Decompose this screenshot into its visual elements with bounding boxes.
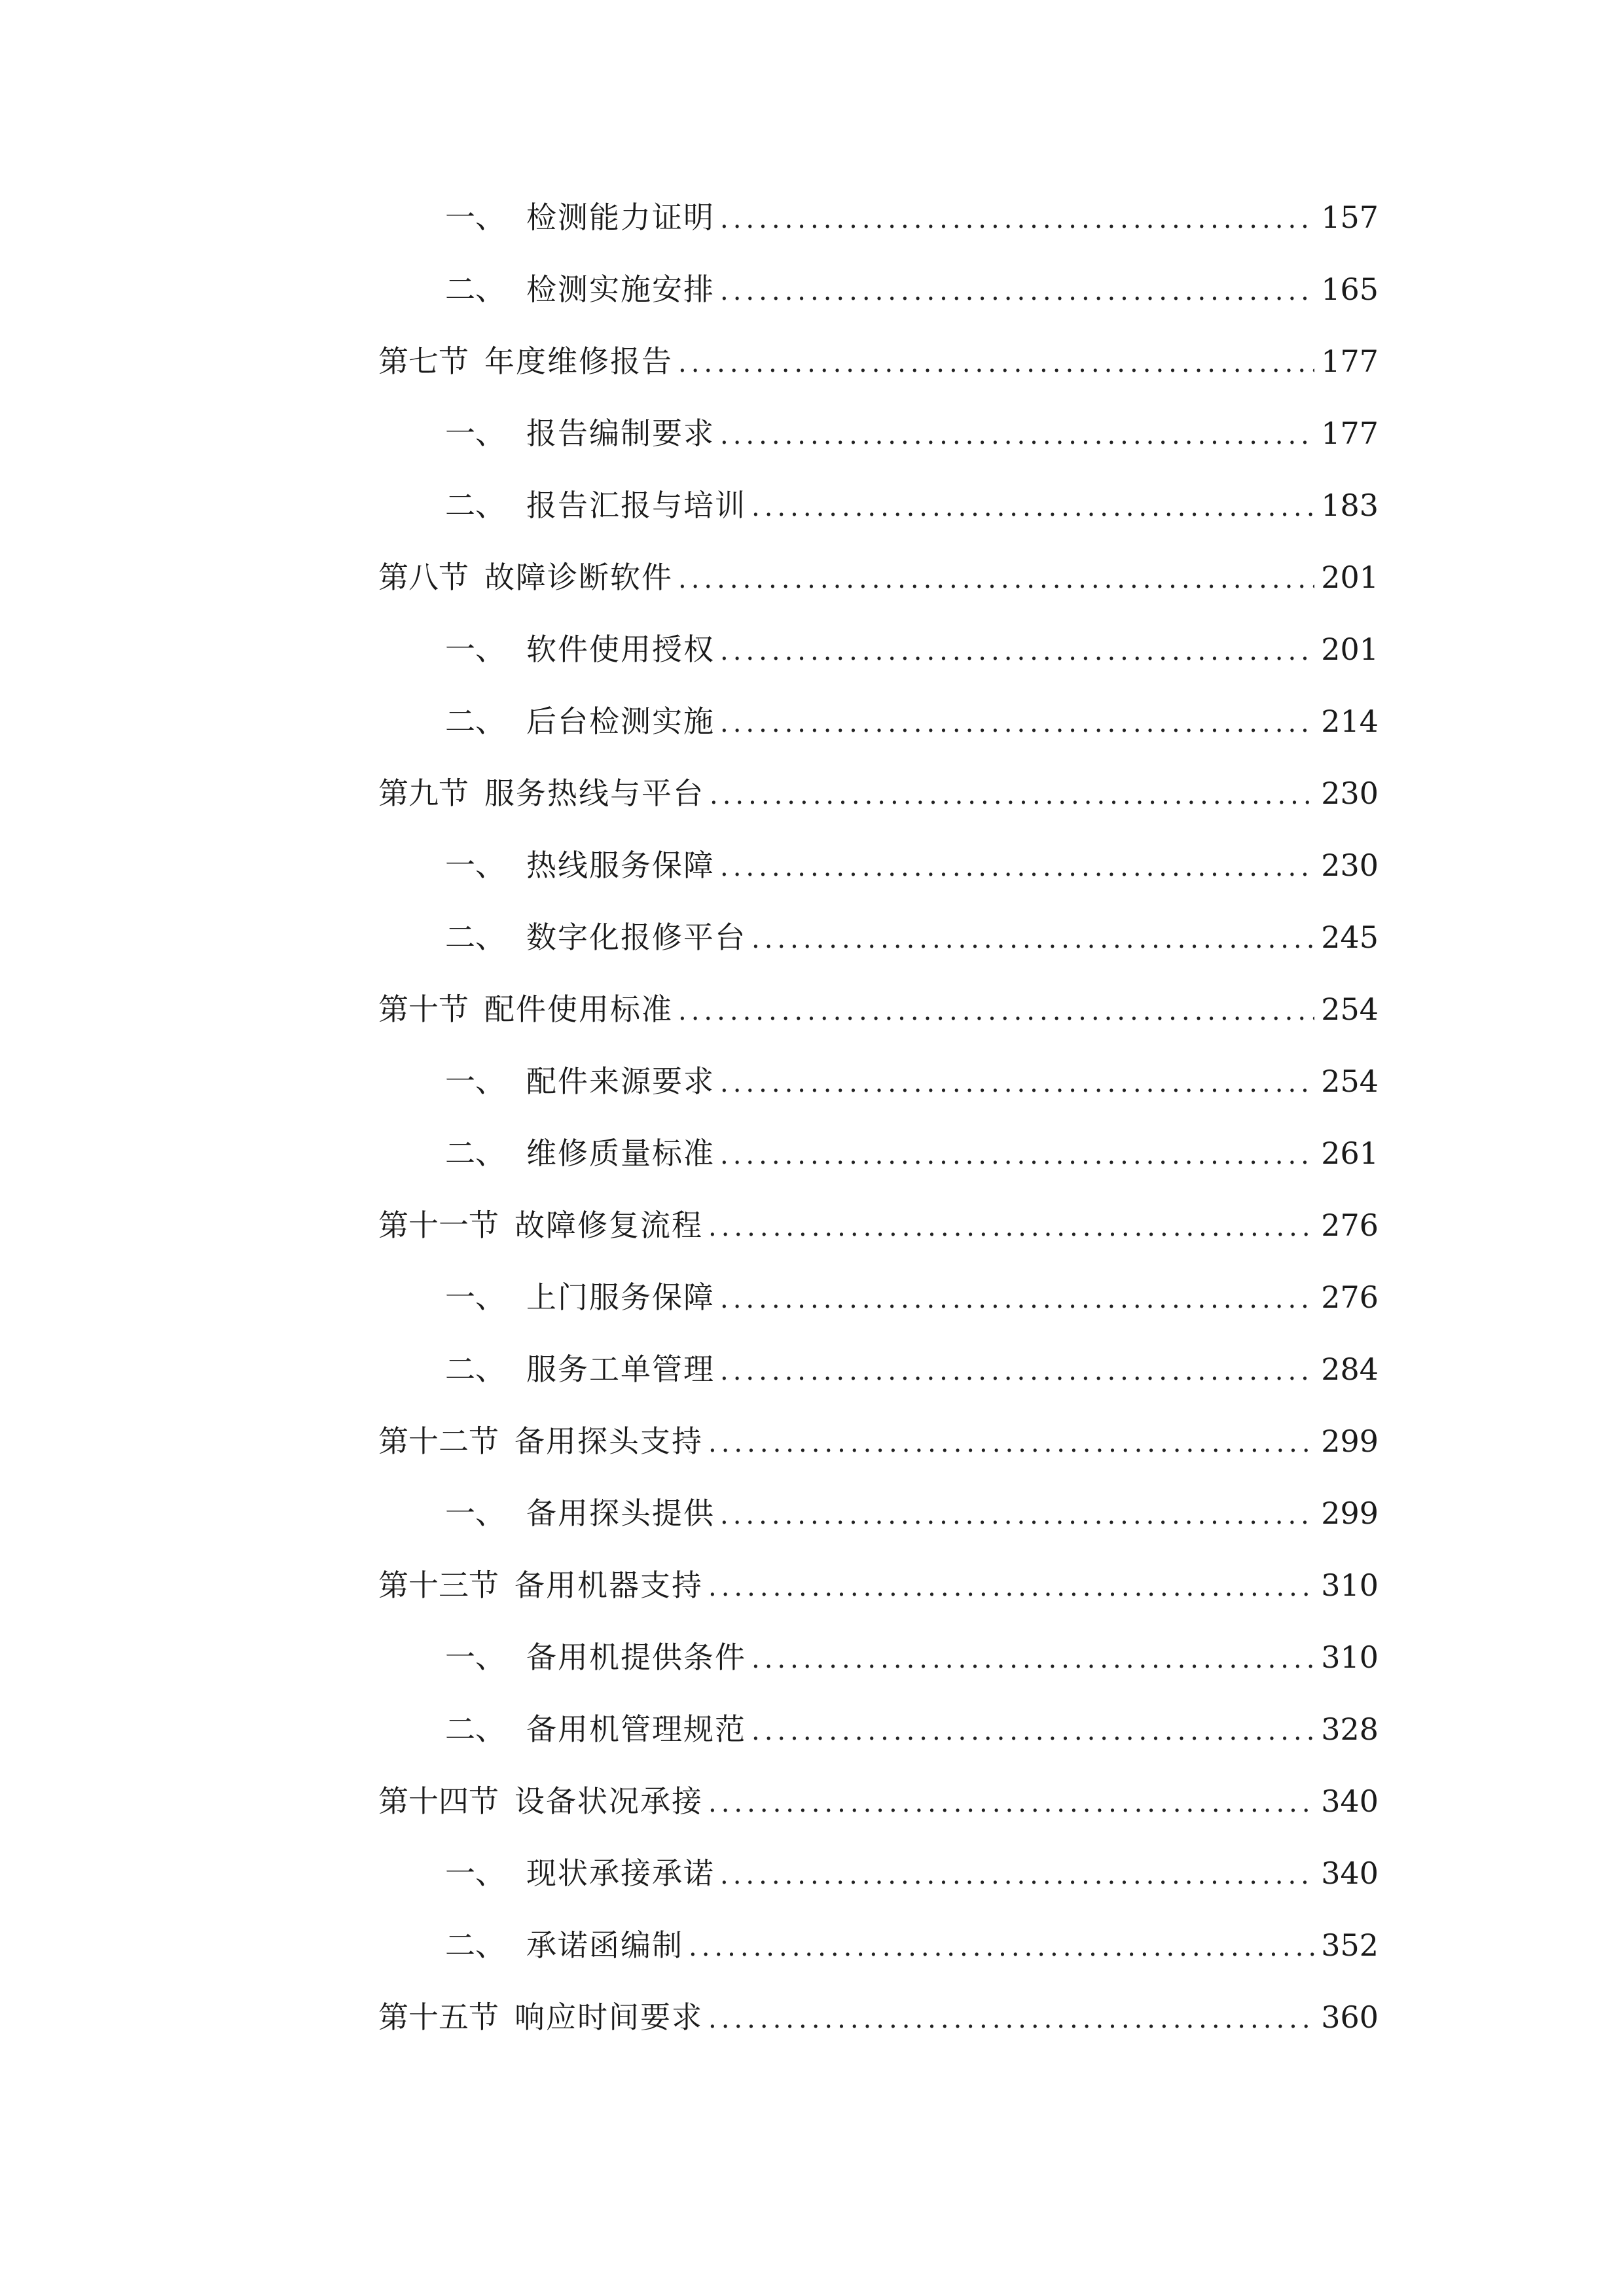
toc-dot-leader: [720, 831, 1314, 903]
toc-section-entry[interactable]: [378, 1981, 1379, 2053]
toc-entry-number: 二、: [445, 704, 505, 739]
toc-entry-title: 检测实施安排: [526, 272, 715, 307]
toc-page-number: 177: [1321, 416, 1379, 451]
toc-entry-title: 报告编制要求: [526, 416, 715, 451]
toc-entry-number: 二、: [445, 488, 505, 523]
toc-dot-leader: [751, 1623, 1314, 1695]
toc-dot-leader: [708, 1407, 1314, 1479]
toc-dot-leader: [708, 1983, 1314, 2055]
toc-section-entry[interactable]: [378, 757, 1379, 829]
toc-dot-leader: [720, 255, 1314, 327]
toc-entry-title: 上门服务保障: [526, 1280, 715, 1315]
toc-entry-title: 检测能力证明: [526, 200, 715, 235]
toc-dot-leader: [708, 1767, 1314, 1839]
toc-entry-title: 数字化报修平台: [526, 920, 746, 955]
toc-entry-number: 一、: [445, 200, 505, 235]
toc-page-number: 299: [1321, 1424, 1379, 1459]
toc-page-number: 201: [1321, 632, 1379, 667]
toc-entry-number: 一、: [445, 1064, 505, 1099]
toc-entry-number: 一、: [445, 1640, 505, 1675]
toc-entry-title: 服务热线与平台: [484, 776, 704, 811]
toc-dot-leader: [710, 759, 1314, 831]
toc-page-number: 230: [1321, 776, 1379, 811]
toc-entry-number: 二、: [445, 272, 505, 307]
toc-entry-title: 故障修复流程: [514, 1208, 703, 1243]
toc-entry-title: 热线服务保障: [526, 848, 715, 883]
toc-entry-title: 设备状况承接: [514, 1784, 703, 1819]
toc-entry-number: 一、: [445, 848, 505, 883]
table-of-contents: [378, 181, 1379, 2053]
toc-subsection-entry[interactable]: [378, 1909, 1379, 1981]
toc-section-entry[interactable]: [378, 1765, 1379, 1837]
toc-page-number: 310: [1321, 1640, 1379, 1675]
toc-dot-leader: [678, 327, 1314, 399]
toc-dot-leader: [720, 615, 1314, 687]
toc-page-number: 254: [1321, 992, 1379, 1027]
toc-entry-number: 二、: [445, 920, 505, 955]
toc-page-number: 340: [1321, 1856, 1379, 1891]
toc-dot-leader: [678, 975, 1314, 1047]
toc-dot-leader: [708, 1551, 1314, 1623]
toc-entry-number: 第十节: [378, 992, 469, 1027]
toc-entry-number: 二、: [445, 1136, 505, 1171]
toc-entry-number: 一、: [445, 416, 505, 451]
toc-subsection-entry[interactable]: [378, 685, 1379, 757]
toc-page-number: 328: [1321, 1712, 1379, 1747]
toc-entry-title: 软件使用授权: [526, 632, 715, 667]
toc-subsection-entry[interactable]: [378, 1333, 1379, 1405]
toc-dot-leader: [708, 1191, 1314, 1263]
toc-subsection-entry[interactable]: [378, 1621, 1379, 1693]
toc-page-number: 310: [1321, 1568, 1379, 1603]
toc-entry-number: 第十三节: [378, 1568, 499, 1603]
toc-dot-leader: [720, 183, 1314, 255]
toc-entry-title: 响应时间要求: [514, 2000, 703, 2035]
toc-subsection-entry[interactable]: [378, 1261, 1379, 1333]
toc-entry-number: 第十二节: [378, 1424, 499, 1459]
toc-dot-leader: [678, 543, 1314, 615]
toc-section-entry[interactable]: [378, 973, 1379, 1045]
toc-subsection-entry[interactable]: [378, 901, 1379, 973]
toc-entry-number: 第七节: [378, 344, 469, 379]
toc-page-number: 254: [1321, 1064, 1379, 1099]
toc-subsection-entry[interactable]: [378, 829, 1379, 901]
toc-dot-leader: [751, 471, 1314, 543]
toc-subsection-entry[interactable]: [378, 1837, 1379, 1909]
toc-page-number: 261: [1321, 1136, 1379, 1171]
toc-subsection-entry[interactable]: [378, 181, 1379, 253]
toc-subsection-entry[interactable]: [378, 253, 1379, 325]
toc-dot-leader: [720, 1839, 1314, 1911]
toc-page-number: 157: [1321, 200, 1379, 235]
toc-entry-title: 备用探头提供: [526, 1496, 715, 1531]
toc-page-number: 177: [1321, 344, 1379, 379]
toc-entry-title: 备用机器支持: [514, 1568, 703, 1603]
toc-page-number: 276: [1321, 1208, 1379, 1243]
toc-page-number: 284: [1321, 1352, 1379, 1387]
toc-page-number: 165: [1321, 272, 1379, 307]
toc-entry-title: 报告汇报与培训: [526, 488, 746, 523]
toc-entry-title: 年度维修报告: [484, 344, 673, 379]
toc-subsection-entry[interactable]: [378, 613, 1379, 685]
toc-entry-title: 配件来源要求: [526, 1064, 715, 1099]
toc-entry-number: 二、: [445, 1928, 505, 1963]
toc-entry-title: 备用机管理规范: [526, 1712, 746, 1747]
toc-section-entry[interactable]: [378, 1189, 1379, 1261]
toc-entry-number: 第十一节: [378, 1208, 499, 1243]
toc-entry-title: 备用探头支持: [514, 1424, 703, 1459]
toc-section-entry[interactable]: [378, 541, 1379, 613]
toc-entry-title: 承诺函编制: [526, 1928, 683, 1963]
toc-dot-leader: [720, 399, 1314, 471]
toc-subsection-entry[interactable]: [378, 1477, 1379, 1549]
toc-entry-number: 一、: [445, 632, 505, 667]
toc-entry-number: 二、: [445, 1712, 505, 1747]
toc-subsection-entry[interactable]: [378, 1045, 1379, 1117]
toc-dot-leader: [720, 1047, 1314, 1119]
toc-dot-leader: [689, 1911, 1314, 1983]
toc-page-number: 201: [1321, 560, 1379, 595]
toc-entry-number: 第十四节: [378, 1784, 499, 1819]
toc-page-number: 230: [1321, 848, 1379, 883]
toc-entry-title: 现状承接承诺: [526, 1856, 715, 1891]
toc-entry-title: 配件使用标准: [484, 992, 673, 1027]
toc-page-number: 214: [1321, 704, 1379, 739]
toc-page-number: 299: [1321, 1496, 1379, 1531]
toc-entry-number: 第十五节: [378, 2000, 499, 2035]
toc-page-number: 352: [1321, 1928, 1379, 1963]
toc-page-number: 183: [1321, 488, 1379, 523]
toc-dot-leader: [751, 1695, 1314, 1767]
toc-dot-leader: [751, 903, 1314, 975]
toc-entry-title: 服务工单管理: [526, 1352, 715, 1387]
toc-entry-number: 第九节: [378, 776, 469, 811]
toc-page-number: 360: [1321, 2000, 1379, 2035]
toc-dot-leader: [720, 1479, 1314, 1551]
toc-dot-leader: [720, 1335, 1314, 1407]
toc-entry-title: 备用机提供条件: [526, 1640, 746, 1675]
toc-section-entry[interactable]: [378, 1549, 1379, 1621]
toc-page-number: 340: [1321, 1784, 1379, 1819]
toc-entry-title: 后台检测实施: [526, 704, 715, 739]
toc-dot-leader: [720, 1263, 1314, 1335]
toc-entry-number: 一、: [445, 1280, 505, 1315]
toc-page-number: 276: [1321, 1280, 1379, 1315]
toc-subsection-entry[interactable]: [378, 1693, 1379, 1765]
toc-section-entry[interactable]: [378, 325, 1379, 397]
toc-subsection-entry[interactable]: [378, 1117, 1379, 1189]
toc-entry-title: 故障诊断软件: [484, 560, 673, 595]
toc-entry-title: 维修质量标准: [526, 1136, 715, 1171]
toc-page-number: 245: [1321, 920, 1379, 955]
toc-subsection-entry[interactable]: [378, 469, 1379, 541]
toc-entry-number: 一、: [445, 1856, 505, 1891]
toc-entry-number: 第八节: [378, 560, 469, 595]
toc-entry-number: 一、: [445, 1496, 505, 1531]
toc-entry-number: 二、: [445, 1352, 505, 1387]
toc-subsection-entry[interactable]: [378, 397, 1379, 469]
toc-dot-leader: [720, 687, 1314, 759]
toc-dot-leader: [720, 1119, 1314, 1191]
toc-section-entry[interactable]: [378, 1405, 1379, 1477]
